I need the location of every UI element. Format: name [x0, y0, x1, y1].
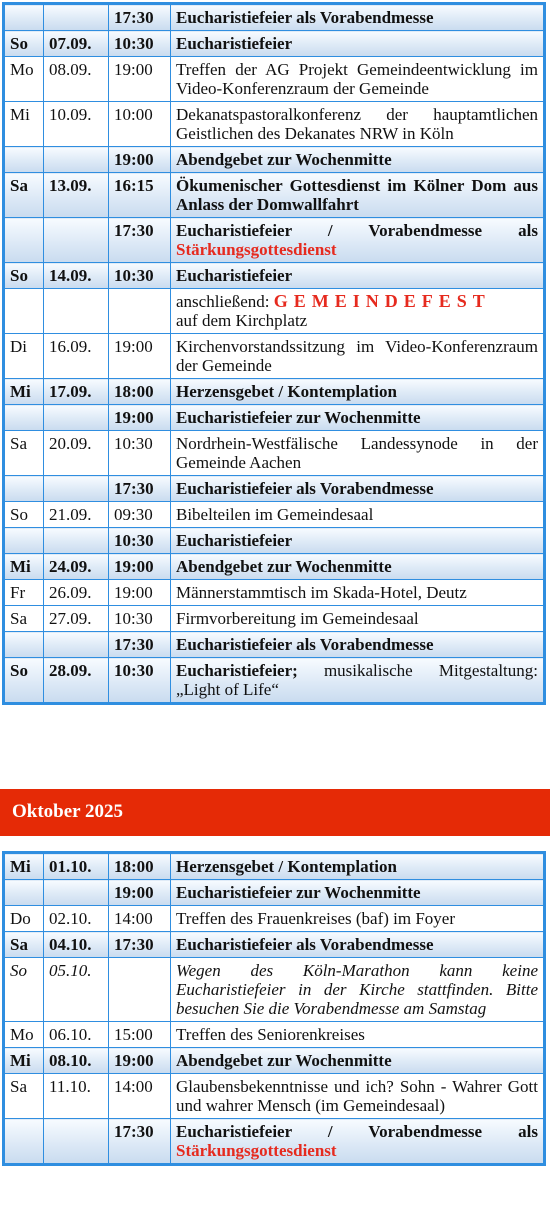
schedule-row	[4, 1022, 545, 1048]
schedule-table-september	[2, 2, 546, 705]
event-text: Eucharistiefeier	[176, 531, 293, 550]
date-cell: 04.10.	[44, 932, 109, 958]
time-cell: 19:00	[109, 334, 171, 379]
time-cell: 19:00	[109, 57, 171, 102]
schedule-row	[4, 906, 545, 932]
date-cell	[44, 289, 109, 334]
time-cell: 16:15	[109, 173, 171, 218]
time-cell: 10:30	[109, 431, 171, 476]
date-cell: 28.09.	[44, 658, 109, 704]
day-cell	[4, 289, 44, 334]
event-text: Eucharistiefeier;	[176, 661, 298, 680]
date-cell: 14.09.	[44, 263, 109, 289]
event-text: Eucharistiefeier	[176, 266, 293, 285]
time-cell: 10:30	[109, 528, 171, 554]
time-cell: 17:30	[109, 4, 171, 31]
schedule-row	[4, 1119, 545, 1165]
date-cell: 17.09.	[44, 379, 109, 405]
schedule-row	[4, 1048, 545, 1074]
time-cell: 19:00	[109, 554, 171, 580]
event-cell	[171, 853, 545, 880]
event-cell	[171, 632, 545, 658]
date-cell: 02.10.	[44, 906, 109, 932]
day-cell	[4, 405, 44, 431]
time-cell: 18:00	[109, 853, 171, 880]
schedule-row	[4, 379, 545, 405]
event-text: Treffen der AG Projekt Gemeindeentwicklung im Video-Konferenzraum der Gemeinde	[176, 60, 538, 98]
time-cell: 19:00	[109, 1048, 171, 1074]
event-cell	[171, 1048, 545, 1074]
event-cell	[171, 658, 545, 704]
event-cell	[171, 289, 545, 334]
event-text: Nordrhein-Westfälische Landessynode in der Gemeinde Aachen	[176, 434, 538, 472]
day-cell: So	[4, 958, 44, 1022]
time-cell: 19:00	[109, 147, 171, 173]
event-cell	[171, 431, 545, 476]
event-cell	[171, 102, 545, 147]
event-text: Kirchenvorstandssitzung im Video-Konferenzraum der Gemeinde	[176, 337, 538, 375]
event-cell	[171, 218, 545, 263]
day-cell: Sa	[4, 173, 44, 218]
schedule-row	[4, 580, 545, 606]
event-cell	[171, 554, 545, 580]
day-cell: Mo	[4, 57, 44, 102]
event-cell	[171, 906, 545, 932]
event-text: Firmvorbereitung im Gemeindesaal	[176, 609, 419, 628]
schedule-row	[4, 932, 545, 958]
day-cell: Sa	[4, 606, 44, 632]
schedule-row	[4, 147, 545, 173]
event-text: Männerstammtisch im Skada-Hotel, Deutz	[176, 583, 467, 602]
schedule-row	[4, 102, 545, 147]
event-cell	[171, 476, 545, 502]
event-cell	[171, 580, 545, 606]
time-cell: 10:30	[109, 658, 171, 704]
day-cell: So	[4, 31, 44, 57]
event-cell	[171, 379, 545, 405]
day-cell: Sa	[4, 431, 44, 476]
schedule-row	[4, 476, 545, 502]
event-text: Eucharistiefeier / Vorabendmesse als	[176, 221, 538, 240]
day-cell: Mi	[4, 379, 44, 405]
event-cell	[171, 958, 545, 1022]
schedule-row	[4, 334, 545, 379]
day-cell: So	[4, 502, 44, 528]
event-cell	[171, 606, 545, 632]
schedule-row	[4, 4, 545, 31]
day-cell: So	[4, 658, 44, 704]
schedule-row	[4, 431, 545, 476]
event-text: Ökumenischer Gottesdienst im Kölner Dom aus Anlass der Domwallfahrt	[176, 176, 538, 214]
event-text: Eucharistiefeier zur Wochenmitte	[176, 883, 421, 902]
time-cell: 14:00	[109, 1074, 171, 1119]
event-cell	[171, 147, 545, 173]
day-cell: Mo	[4, 1022, 44, 1048]
event-cell	[171, 31, 545, 57]
event-highlight-text: Stärkungsgottesdienst	[176, 240, 337, 259]
event-cell	[171, 502, 545, 528]
day-cell	[4, 147, 44, 173]
event-text: Dekanatspastoralkonferenz der hauptamtlichen Geistlichen des Dekanates NRW in Köln	[176, 105, 538, 143]
date-cell: 08.09.	[44, 57, 109, 102]
schedule-row	[4, 853, 545, 880]
event-text: Abendgebet zur Wochenmitte	[176, 150, 392, 169]
date-cell	[44, 880, 109, 906]
day-cell: Mi	[4, 554, 44, 580]
schedule-row	[4, 173, 545, 218]
date-cell: 06.10.	[44, 1022, 109, 1048]
date-cell: 26.09.	[44, 580, 109, 606]
day-cell: Mi	[4, 853, 44, 880]
date-cell	[44, 1119, 109, 1165]
date-cell	[44, 147, 109, 173]
day-cell	[4, 218, 44, 263]
day-cell: So	[4, 263, 44, 289]
day-cell	[4, 528, 44, 554]
event-text: Eucharistiefeier als Vorabendmesse	[176, 8, 434, 27]
event-highlight-text: Stärkungsgottesdienst	[176, 1141, 337, 1160]
event-text: Bibelteilen im Gemeindesaal	[176, 505, 374, 524]
event-text: Glaubensbekenntnisse und ich? Sohn - Wahrer Gott und wahrer Mensch (im Gemeindesaal)	[176, 1077, 538, 1115]
event-text: Abendgebet zur Wochenmitte	[176, 1051, 392, 1070]
date-cell: 08.10.	[44, 1048, 109, 1074]
day-cell	[4, 1119, 44, 1165]
schedule-row	[4, 502, 545, 528]
time-cell: 19:00	[109, 580, 171, 606]
event-cell	[171, 173, 545, 218]
event-text: Treffen des Seniorenkreises	[176, 1025, 365, 1044]
time-cell	[109, 958, 171, 1022]
event-cell	[171, 57, 545, 102]
event-cell	[171, 1022, 545, 1048]
event-highlight-text: GEMEINDEFEST	[273, 291, 491, 311]
event-text: Eucharistiefeier	[176, 34, 293, 53]
event-cell	[171, 4, 545, 31]
time-cell: 17:30	[109, 932, 171, 958]
date-cell	[44, 4, 109, 31]
date-cell: 11.10.	[44, 1074, 109, 1119]
day-cell: Mi	[4, 102, 44, 147]
time-cell: 15:00	[109, 1022, 171, 1048]
schedule-row	[4, 880, 545, 906]
event-cell	[171, 263, 545, 289]
schedule-body	[4, 853, 545, 1165]
event-cell	[171, 405, 545, 431]
time-cell: 10:30	[109, 263, 171, 289]
day-cell: Do	[4, 906, 44, 932]
event-cell	[171, 880, 545, 906]
event-cell	[171, 528, 545, 554]
date-cell	[44, 405, 109, 431]
time-cell: 14:00	[109, 906, 171, 932]
event-cell	[171, 932, 545, 958]
schedule-row	[4, 606, 545, 632]
event-cell	[171, 1074, 545, 1119]
time-cell	[109, 289, 171, 334]
schedule-row	[4, 57, 545, 102]
schedule-row	[4, 958, 545, 1022]
event-text: Wegen des Köln-Marathon kann keine Eucharistiefeier in der Kirche stattfinden. Bitte besuchen Sie die Vorabendmesse am Samstag	[176, 961, 538, 1018]
schedule-row	[4, 218, 545, 263]
date-cell: 27.09.	[44, 606, 109, 632]
time-cell: 17:30	[109, 1119, 171, 1165]
date-cell: 07.09.	[44, 31, 109, 57]
event-text: anschließend:	[176, 292, 270, 311]
time-cell: 19:00	[109, 405, 171, 431]
event-text: Herzensgebet / Kontemplation	[176, 382, 397, 401]
schedule-row	[4, 289, 545, 334]
schedule-row	[4, 263, 545, 289]
schedule-row	[4, 1074, 545, 1119]
date-cell: 16.09.	[44, 334, 109, 379]
month-header-bar	[0, 789, 550, 836]
schedule-row	[4, 632, 545, 658]
date-cell: 13.09.	[44, 173, 109, 218]
date-cell: 01.10.	[44, 853, 109, 880]
time-cell: 17:30	[109, 218, 171, 263]
time-cell: 10:30	[109, 31, 171, 57]
event-cell	[171, 334, 545, 379]
schedule-row	[4, 658, 545, 704]
day-cell: Sa	[4, 932, 44, 958]
date-cell	[44, 632, 109, 658]
time-cell: 18:00	[109, 379, 171, 405]
day-cell: Di	[4, 334, 44, 379]
day-cell	[4, 476, 44, 502]
time-cell: 10:00	[109, 102, 171, 147]
time-cell: 17:30	[109, 632, 171, 658]
time-cell: 19:00	[109, 880, 171, 906]
event-text: Eucharistiefeier als Vorabendmesse	[176, 935, 434, 954]
event-text: Treffen des Frauenkreises (baf) im Foyer	[176, 909, 456, 928]
date-cell: 20.09.	[44, 431, 109, 476]
event-text-continued: musikalische Mitgestaltung: „Light of Life“	[176, 661, 538, 699]
date-cell: 21.09.	[44, 502, 109, 528]
month-header-title: Oktober 2025	[12, 801, 124, 822]
event-text: Eucharistiefeier als Vorabendmesse	[176, 479, 434, 498]
date-cell	[44, 528, 109, 554]
day-cell: Mi	[4, 1048, 44, 1074]
day-cell	[4, 880, 44, 906]
day-cell	[4, 4, 44, 31]
time-cell: 10:30	[109, 606, 171, 632]
schedule-row	[4, 405, 545, 431]
day-cell	[4, 632, 44, 658]
day-cell: Fr	[4, 580, 44, 606]
event-text: Abendgebet zur Wochenmitte	[176, 557, 392, 576]
schedule-table-october	[2, 851, 546, 1166]
schedule-row	[4, 31, 545, 57]
event-text: Eucharistiefeier als Vorabendmesse	[176, 635, 434, 654]
time-cell: 17:30	[109, 476, 171, 502]
schedule-body	[4, 4, 545, 704]
date-cell: 10.09.	[44, 102, 109, 147]
event-text: Herzensgebet / Kontemplation	[176, 857, 397, 876]
time-cell: 09:30	[109, 502, 171, 528]
schedule-row	[4, 554, 545, 580]
day-cell: Sa	[4, 1074, 44, 1119]
date-cell	[44, 476, 109, 502]
event-text-continued: auf dem Kirchplatz	[176, 311, 308, 330]
event-text: Eucharistiefeier zur Wochenmitte	[176, 408, 421, 427]
schedule-row	[4, 528, 545, 554]
event-text: Eucharistiefeier / Vorabendmesse als	[176, 1122, 538, 1141]
date-cell: 24.09.	[44, 554, 109, 580]
date-cell: 05.10.	[44, 958, 109, 1022]
date-cell	[44, 218, 109, 263]
event-cell	[171, 1119, 545, 1165]
